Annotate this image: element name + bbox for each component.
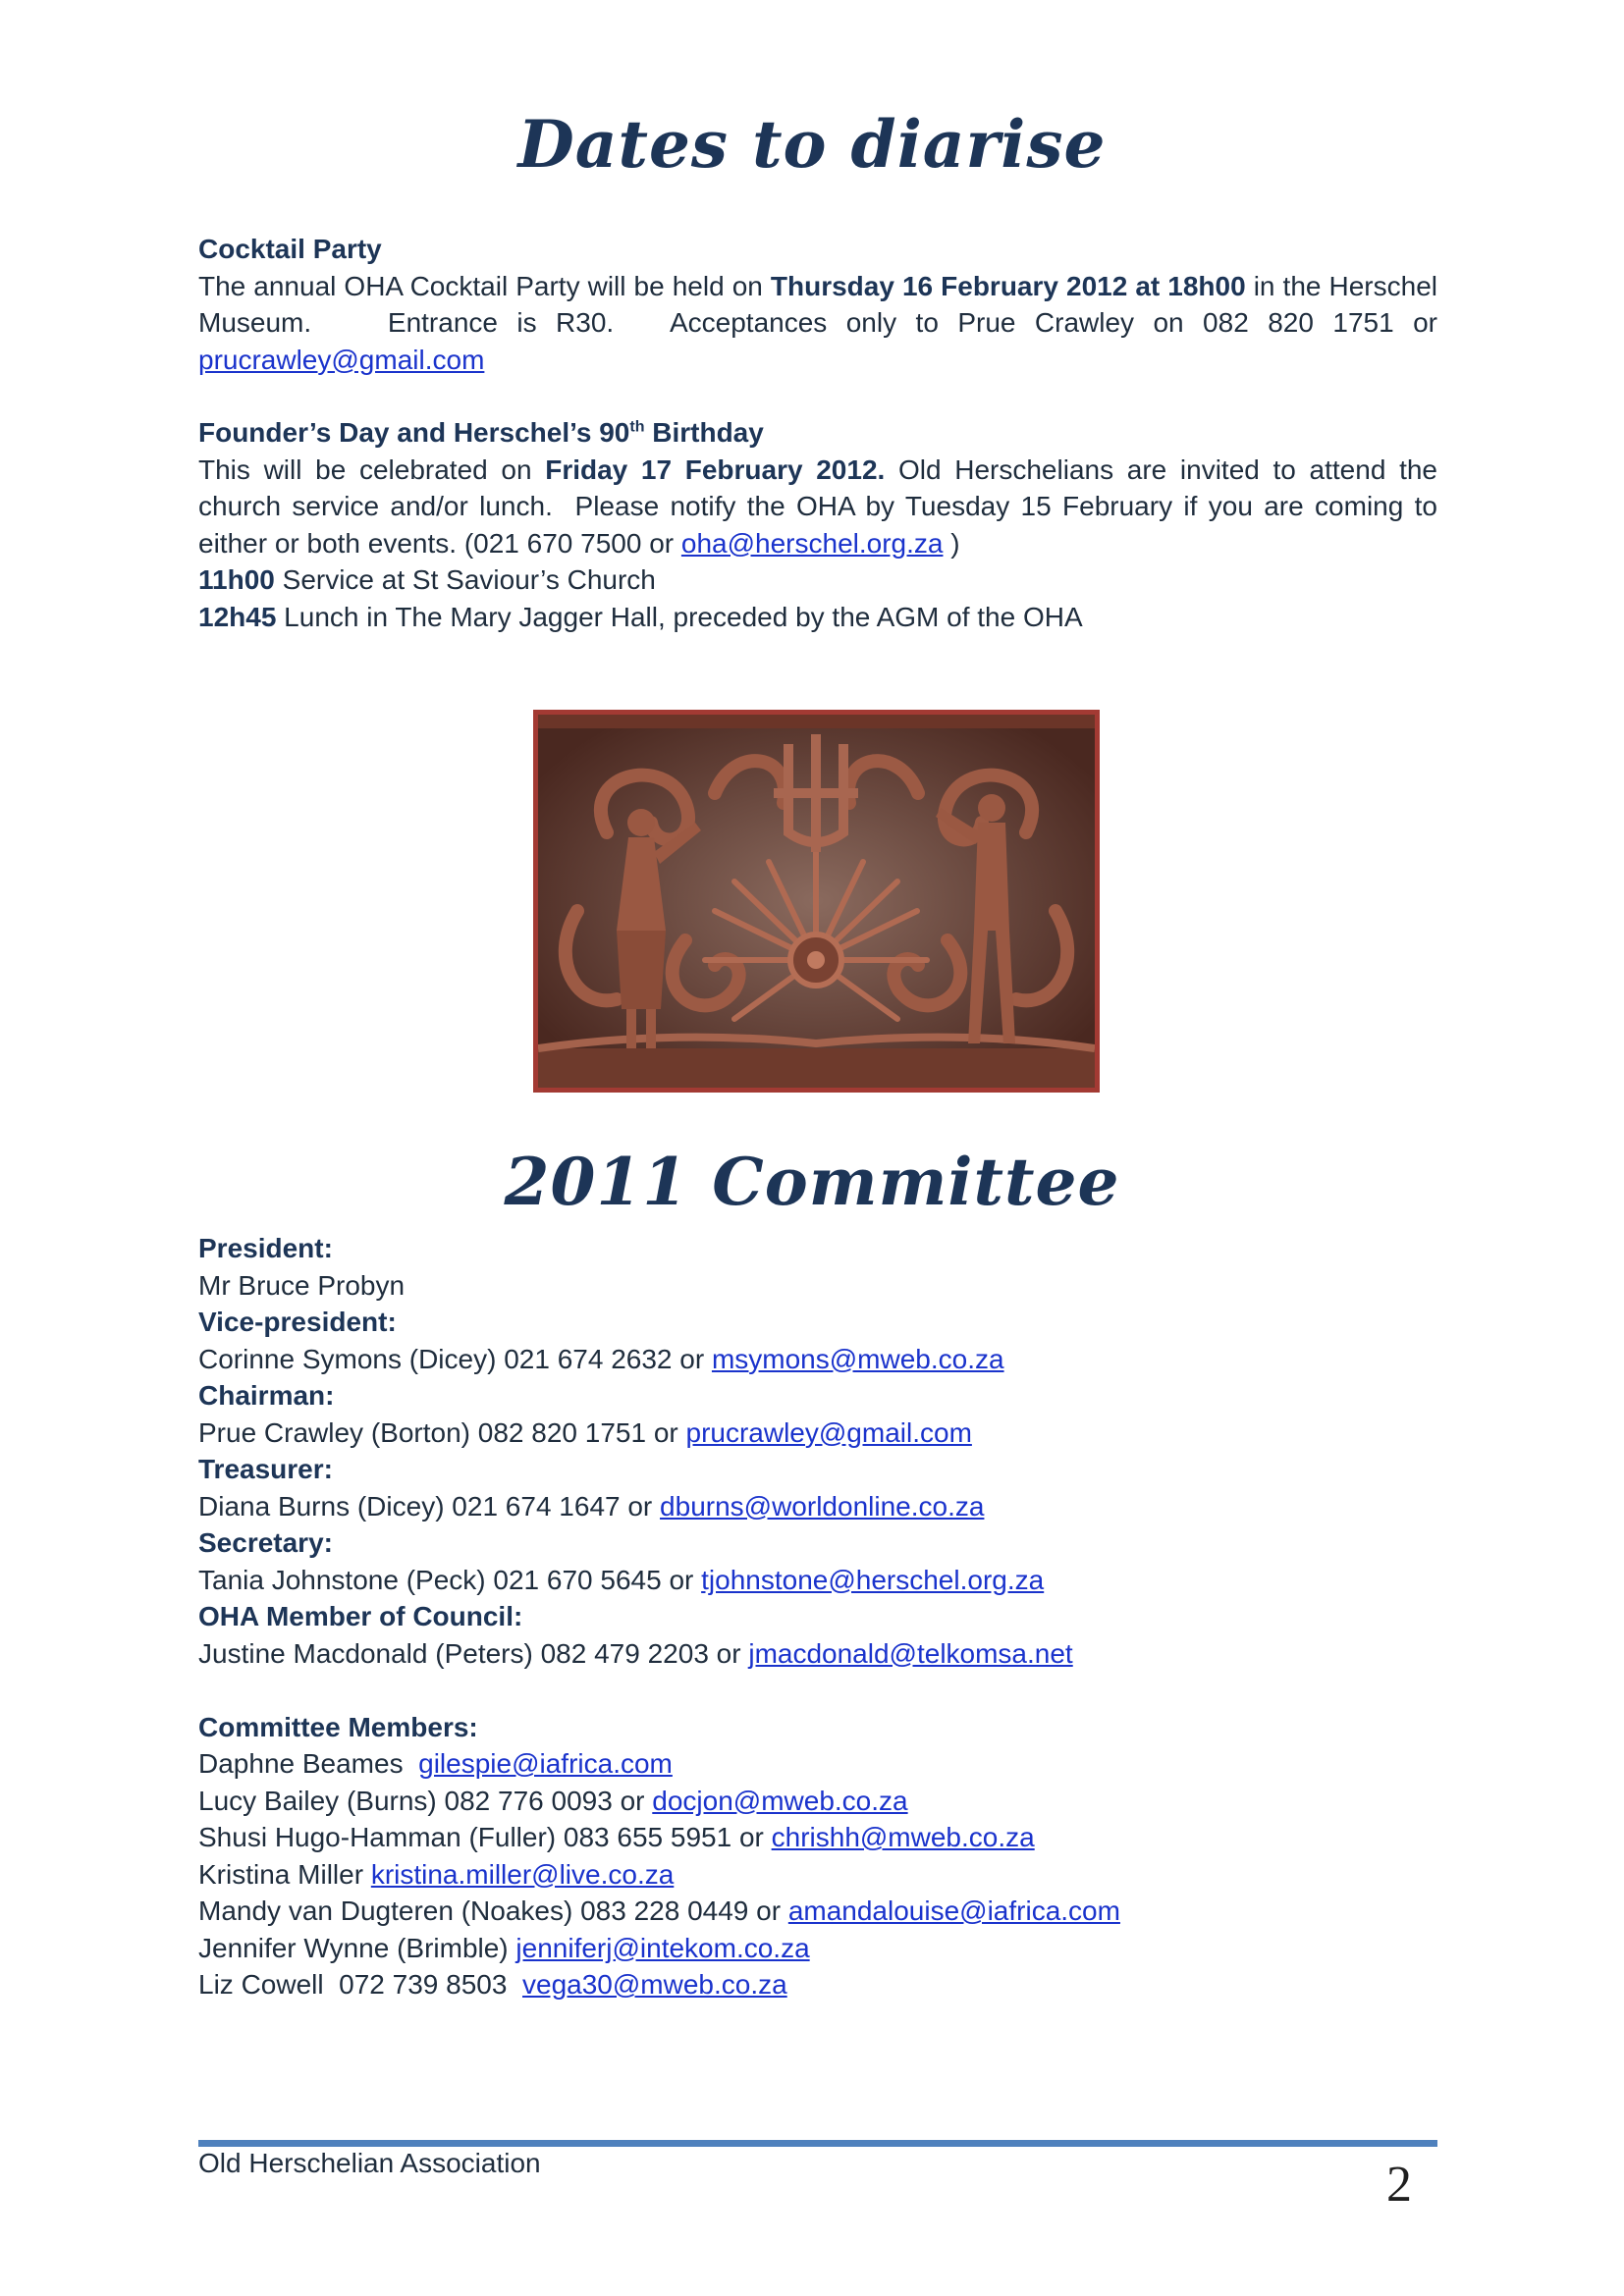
service-time: 11h00 [198, 564, 275, 595]
member-line [198, 1966, 1437, 2003]
council-member-email-link[interactable]: jmacdonald@telkomsa.net [748, 1637, 1073, 1669]
member-email-link[interactable]: amandalouise@iafrica.com [787, 1896, 1120, 1926]
member-text: Liz Cowell 072 739 8503 [198, 1969, 522, 2000]
founders-section [198, 414, 1437, 635]
secretary-label: Secretary: [198, 1527, 333, 1558]
member-line [198, 1930, 1437, 1967]
vice-president-line [198, 1341, 1437, 1378]
founders-date: Friday 17 February 2012. [545, 454, 886, 485]
chairman-label: Chairman: [198, 1380, 335, 1411]
member-text: Lucy Bailey (Burns) 082 776 0093 or [198, 1785, 653, 1816]
president-name: Mr Bruce Probyn [198, 1269, 406, 1301]
founders-text-1: This will be celebrated on [198, 454, 546, 485]
cocktail-paragraph [198, 268, 1437, 379]
member-line [198, 1819, 1437, 1856]
chairman-line [198, 1415, 1437, 1452]
member-text: Mandy van Dugteren (Noakes) 083 228 0449 or [198, 1896, 788, 1926]
founders-text-3: ) [943, 527, 960, 559]
cocktail-section [198, 231, 1437, 378]
council-member-label: OHA Member of Council: [198, 1601, 523, 1631]
page-number: 2 [1386, 2157, 1412, 2213]
footer-organization: Old Herschelian Association [198, 2148, 541, 2178]
member-line [198, 1745, 1437, 1783]
founders-text-2: Old Herschelians are invited to attend the church service and/or lunch. Please notify the OHA by Tuesday 15 February if you are coming to either or both events. (021 670 7500 or [198, 454, 1437, 559]
lunch-time: 12h45 [198, 601, 277, 632]
dates-title: Dates to diarise [517, 106, 1107, 183]
footer-rule [198, 2140, 1437, 2147]
cocktail-heading: Cocktail Party [198, 234, 382, 264]
founders-heading-part1: Founder’s Day and Herschel’s 90 [198, 417, 630, 448]
secretary-text: Tania Johnstone (Peck) 021 670 5645 or [198, 1564, 702, 1595]
carving-illustration [538, 715, 1095, 1088]
cocktail-text-2: in the Herschel Museum. Entrance is R30. Acceptances only to Prue Crawley on 082 820 1751 or [198, 270, 1437, 338]
member-line [198, 1783, 1437, 1820]
vice-president-text: Corinne Symons (Dicey) 021 674 2632 or [198, 1343, 712, 1374]
lunch-text: Lunch in The Mary Jagger Hall, preceded by the AGM of the OHA [276, 601, 1083, 632]
council-member-line [198, 1635, 1437, 1673]
committee-section [198, 1230, 1437, 2003]
treasurer-label: Treasurer: [198, 1454, 333, 1484]
founders-heading [198, 414, 1437, 452]
committee-title: 2011 Committee [504, 1144, 1120, 1220]
member-text: Shusi Hugo-Hamman (Fuller) 083 655 5951 or [198, 1822, 772, 1852]
carved-panel-image [533, 710, 1100, 1093]
member-email-link[interactable]: vega30@mweb.co.za [522, 1969, 787, 2000]
vice-president-email-link[interactable]: msymons@mweb.co.za [711, 1343, 1004, 1374]
secretary-line [198, 1562, 1437, 1599]
member-text: Kristina Miller [198, 1858, 371, 1890]
treasurer-line [198, 1488, 1437, 1525]
member-email-link[interactable]: docjon@mweb.co.za [652, 1785, 908, 1816]
president-label: President: [198, 1233, 333, 1263]
treasurer-email-link[interactable]: dburns@worldonline.co.za [660, 1490, 985, 1522]
member-text: Daphne Beames [198, 1748, 419, 1779]
member-text: Jennifer Wynne (Brimble) [198, 1932, 516, 1963]
member-email-link[interactable]: chrishh@mweb.co.za [771, 1822, 1035, 1852]
founders-email-link[interactable]: oha@herschel.org.za [680, 527, 944, 559]
cocktail-email-link[interactable]: prucrawley@gmail.com [198, 344, 485, 375]
council-member-text: Justine Macdonald (Peters) 082 479 2203 or [198, 1637, 749, 1669]
vice-president-label: Vice-president: [198, 1307, 397, 1337]
member-line [198, 1856, 1437, 1894]
founders-heading-sup: th [629, 418, 645, 436]
member-email-link[interactable]: jenniferj@intekom.co.za [515, 1932, 810, 1963]
secretary-email-link[interactable]: tjohnstone@herschel.org.za [701, 1564, 1045, 1595]
chairman-text: Prue Crawley (Borton) 082 820 1751 or [198, 1416, 686, 1448]
member-email-link[interactable]: gilespie@iafrica.com [418, 1748, 673, 1779]
founders-paragraph [198, 452, 1437, 562]
member-email-link[interactable]: kristina.miller@live.co.za [370, 1858, 675, 1890]
member-line [198, 1893, 1437, 1930]
spacer [198, 1672, 1437, 1709]
treasurer-text: Diana Burns (Dicey) 021 674 1647 or [198, 1490, 661, 1522]
cocktail-text-1: The annual OHA Cocktail Party will be held on [198, 270, 771, 301]
committee-members-label: Committee Members: [198, 1711, 478, 1742]
chairman-email-link[interactable]: prucrawley@gmail.com [685, 1416, 972, 1448]
service-text: Service at St Saviour’s Church [274, 564, 656, 595]
founders-heading-part2: Birthday [644, 417, 764, 448]
cocktail-date: Thursday 16 February 2012 at 18h00 [770, 270, 1246, 301]
lunch-line [198, 599, 1437, 636]
service-line [198, 561, 1437, 599]
